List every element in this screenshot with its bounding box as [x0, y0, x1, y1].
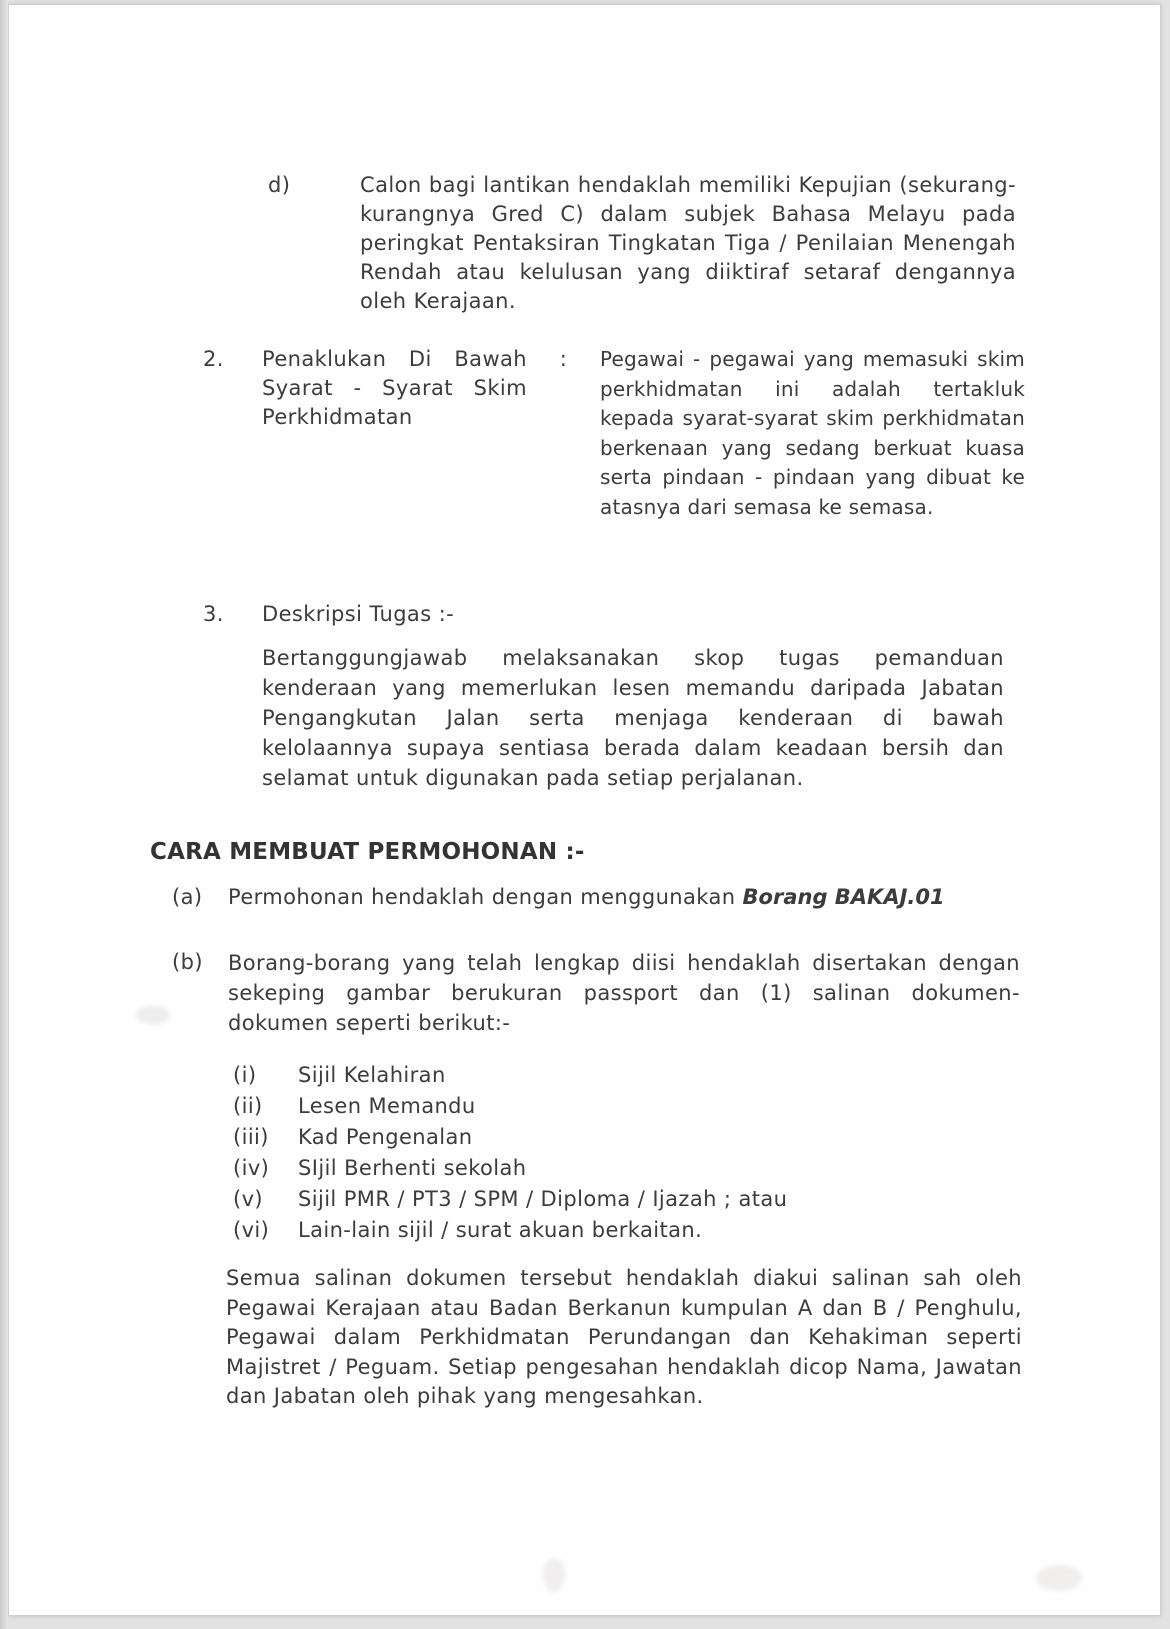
list-item-text: Lain-lain sijil / surat akuan berkaitan. — [298, 1218, 703, 1242]
item-3-number: 3. — [203, 602, 224, 626]
list-item-text: SIjil Berhenti sekolah — [298, 1156, 527, 1180]
documents-list — [233, 1060, 993, 1246]
item-a-label: (a) — [172, 885, 203, 909]
list-item-text: Lesen Memandu — [298, 1094, 476, 1118]
item-3-heading — [203, 600, 903, 629]
list-item-numeral: (i) — [233, 1063, 257, 1087]
section-heading: CARA MEMBUAT PERMOHONAN :- — [150, 839, 585, 865]
list-item-numeral: (ii) — [233, 1094, 263, 1118]
item-a-text — [228, 883, 945, 912]
item-2-term: Penaklukan Di Bawah Syarat - Syarat Skim Perkhidmatan — [262, 347, 527, 429]
list-item-text: Kad Pengenalan — [298, 1125, 473, 1149]
item-a-text-normal: Permohonan hendaklah dengan menggunakan — [228, 885, 736, 909]
list-item-numeral: (vi) — [233, 1218, 270, 1242]
clause-d-text: Calon bagi lantikan hendaklah memiliki Kepujian (sekurang-kurangnya Gred C) dalam subjek Bahasa Melayu pada peringkat Pentaksiran Tingkatan Tiga / Penilaian Menengah Rendah atau kelulusan yang diiktiraf setaraf dengannya oleh Kerajaan. — [360, 173, 1016, 313]
list-item — [233, 1153, 993, 1184]
list-item — [233, 1091, 993, 1122]
item-3-title: Deskripsi Tugas :- — [262, 602, 455, 626]
list-item-numeral: (iii) — [233, 1125, 269, 1149]
list-item — [233, 1215, 993, 1246]
list-item-text: Sijil PMR / PT3 / SPM / Diploma / Ijazah ; atau — [298, 1187, 788, 1211]
closing-paragraph: Semua salinan dokumen tersebut hendaklah diakui salinan sah oleh Pegawai Kerajaan atau Badan Berkanun kumpulan A dan B / Penghulu, Pegawai dalam Perkhidmatan Perundangan dan Kehakiman seperti Majistret / Peguam. Setiap pengesahan hendaklah dicop Nama, Jawatan dan Jabatan oleh pihak yang mengesahkan. — [226, 1266, 1022, 1408]
item-2 — [203, 345, 1025, 522]
list-item-numeral: (v) — [233, 1187, 264, 1211]
list-item — [233, 1122, 993, 1153]
scan-edge-shadow — [0, 0, 8, 1629]
item-a — [172, 883, 1022, 912]
clause-d-label: d) — [268, 173, 291, 197]
list-item — [233, 1060, 993, 1091]
item-b-text: Borang-borang yang telah lengkap diisi hendaklah disertakan dengan sekeping gambar berukuran passport dan (1) salinan dokumen-dokumen seperti berikut:- — [228, 951, 1020, 1035]
list-item — [233, 1184, 993, 1215]
item-b-label: (b) — [172, 950, 203, 974]
item-b — [172, 948, 1020, 1038]
item-2-number: 2. — [203, 347, 224, 371]
item-2-colon: : — [559, 347, 568, 371]
item-2-definition: Pegawai - pegawai yang memasuki skim perkhidmatan ini adalah tertakluk kepada syarat-syarat skim perkhidmatan berkenaan yang sedang berkuat kuasa serta pindaan - pindaan yang dibuat ke atasnya dari semasa ke semasa. — [600, 347, 1025, 519]
list-item-text: Sijil Kelahiran — [298, 1063, 446, 1087]
borang-bakaj-reference: Borang BAKAJ.01 — [742, 885, 945, 909]
clause-d — [268, 171, 1016, 316]
list-item-numeral: (iv) — [233, 1156, 270, 1180]
item-3-paragraph: Bertanggungjawab melaksanakan skop tugas pemanduan kenderaan yang memerlukan lesen memandu daripada Jabatan Pengangkutan Jalan serta menjaga kenderaan di bawah kelolaannya supaya sentiasa berada dalam keadaan bersih dan selamat untuk digunakan pada setiap perjalanan. — [262, 646, 1004, 790]
